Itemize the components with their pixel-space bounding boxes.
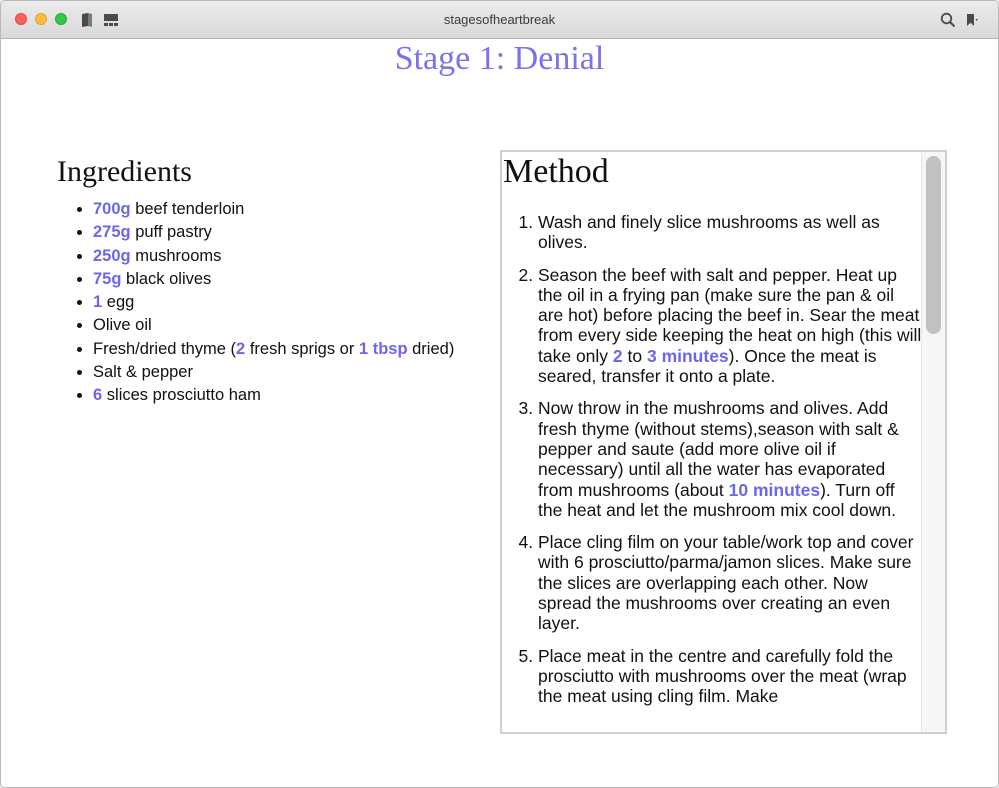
ingredient-quantity: 275g — [93, 223, 131, 242]
step-text: ). Turn off the heat and let the mushroom mix cool down. — [538, 479, 896, 520]
ingredient-text: slices prosciutto ham — [102, 386, 261, 405]
ingredient-item — [93, 314, 487, 337]
ingredient-item — [93, 198, 487, 221]
ingredients-list — [57, 198, 487, 408]
method-content — [502, 152, 922, 719]
method-steps — [502, 212, 922, 707]
ingredient-item — [93, 361, 487, 384]
ingredient-item — [93, 291, 487, 314]
method-step — [538, 212, 922, 253]
step-text: Wash and finely slice mushrooms as well as olives. — [538, 212, 880, 253]
ingredient-quantity: 6 — [93, 386, 103, 405]
ingredient-text: fresh sprigs or — [245, 339, 359, 358]
ingredient-text: egg — [102, 293, 135, 312]
ingredient-quantity: 700g — [93, 200, 131, 218]
ingredient-item — [93, 221, 487, 244]
step-text: ). Once the meat is seared, transfer it onto a plate. — [538, 345, 877, 387]
method-step — [538, 646, 922, 707]
ingredient-text: black olives — [121, 269, 212, 288]
ingredient-text: beef tenderloin — [130, 200, 245, 218]
step-text: Place cling film on your table/work top and cover with 6 prosciutto/parma/jamon slices. Make sure the slices are overlapping each other. Now spread the mushrooms over creating an even layer. — [538, 532, 914, 634]
scrollbar-thumb[interactable] — [926, 156, 941, 334]
scrollbar-track[interactable] — [921, 152, 945, 732]
step-text: to — [622, 345, 647, 366]
step-quantity: 3 minutes — [646, 345, 729, 366]
ingredient-quantity: 1 — [93, 293, 103, 312]
window-title: stagesofheartbreak — [443, 12, 556, 27]
ingredients-section — [57, 154, 487, 408]
step-text: Now throw in the mushrooms and olives. Add fresh thyme (without stems),season with salt & pepper and saute (add more olive oil if necessary) until all the water has evaporated from mushrooms (about — [538, 398, 899, 500]
ingredient-text: puff pastry — [130, 223, 212, 242]
ingredient-quantity: 1 tbsp — [358, 339, 408, 358]
ingredient-quantity: 250g — [93, 246, 131, 265]
ingredient-text: mushrooms — [130, 246, 222, 265]
ingredient-item — [93, 384, 487, 407]
ingredient-text: Olive oil — [93, 316, 152, 335]
step-quantity: 2 — [612, 345, 623, 366]
ingredients-heading: Ingredients — [57, 155, 192, 188]
method-step — [538, 265, 922, 387]
title-bar — [1, 1, 998, 39]
ingredient-text: dried) — [407, 339, 455, 358]
ingredient-item — [93, 245, 487, 268]
step-text: Place meat in the centre and carefully fold the prosciutto with mushrooms over the meat (wrap the meat using cling film. Make — [538, 645, 907, 707]
bookmark-icon[interactable] — [962, 11, 980, 29]
method-step — [538, 532, 922, 633]
page-content — [1, 39, 998, 787]
ingredient-quantity: 2 — [236, 339, 246, 358]
ingredient-text: Fresh/dried thyme ( — [93, 339, 237, 358]
ingredient-quantity: 75g — [93, 269, 122, 288]
ingredient-text: Salt & pepper — [93, 363, 193, 382]
search-icon[interactable] — [939, 11, 957, 29]
method-step — [538, 398, 922, 520]
step-text: Season the beef with salt and pepper. Heat up the oil in a frying pan (make sure the pan & oil are hot) before placing the beef in. Sear the meat from every side keeping the heat on high (this will take only — [538, 264, 922, 366]
step-quantity: 10 minutes — [728, 479, 821, 500]
page-title: Stage 1: Denial — [394, 40, 605, 77]
ingredient-item — [93, 268, 487, 291]
method-panel[interactable] — [500, 150, 947, 734]
ingredient-item — [93, 338, 487, 361]
method-heading: Method — [503, 153, 609, 190]
